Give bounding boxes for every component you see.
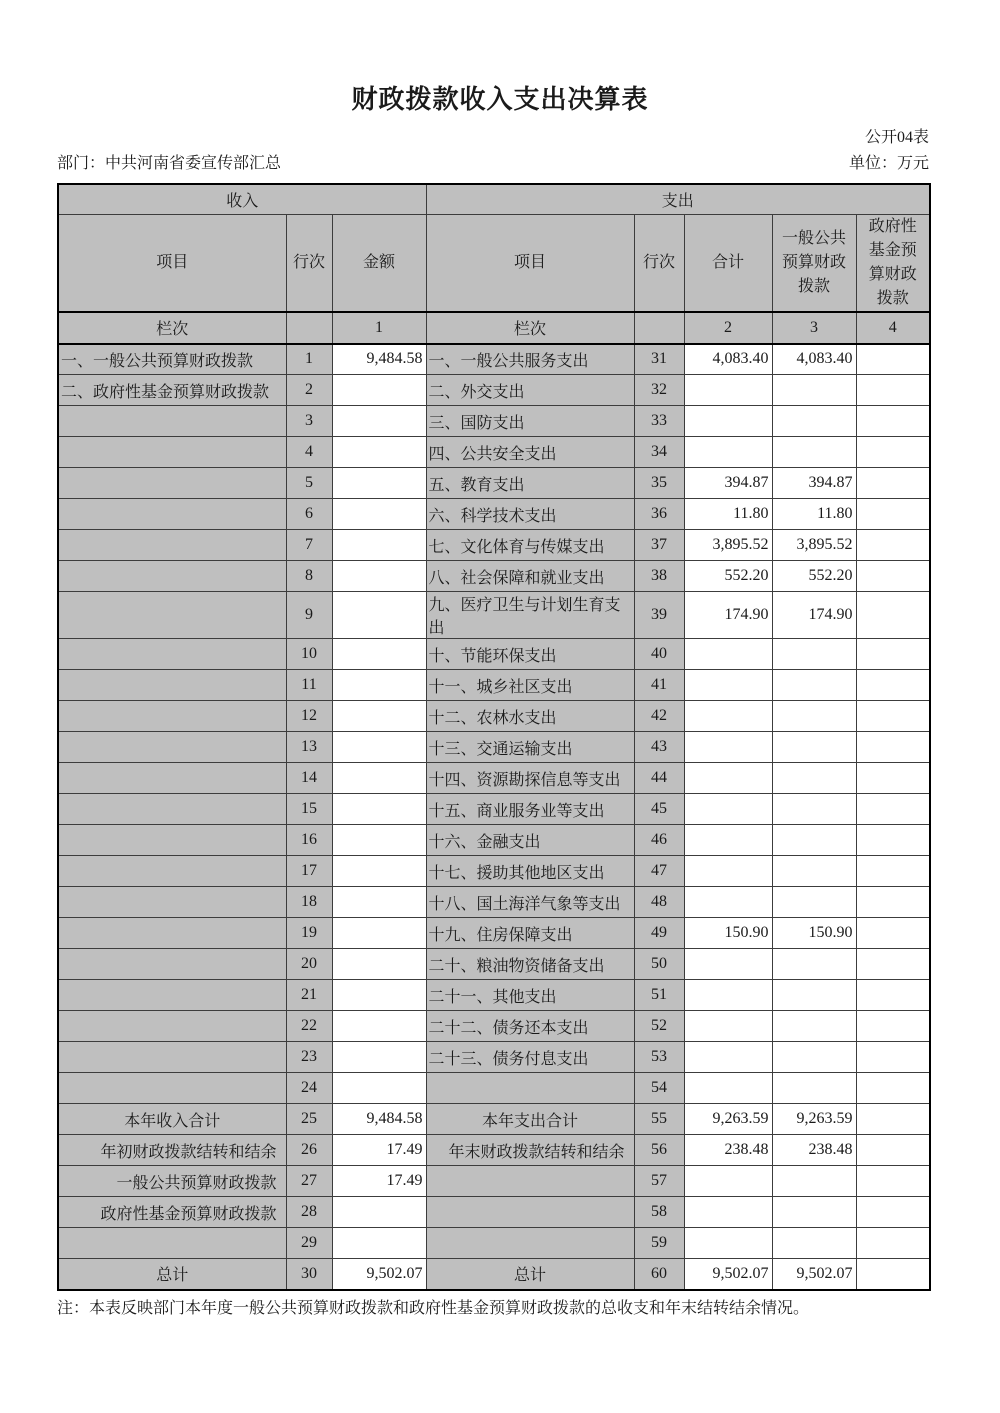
income-amount-cell	[332, 1011, 426, 1042]
expense-total-cell	[684, 639, 772, 670]
expense-general-cell	[772, 763, 856, 794]
expense-line-cell: 41	[634, 670, 684, 701]
expense-colindex-label: 栏次	[426, 312, 634, 344]
table-row	[58, 1011, 930, 1042]
expense-fund-cell	[856, 670, 930, 701]
income-line-cell: 27	[286, 1166, 332, 1197]
expense-item-cell	[426, 1166, 634, 1197]
income-amount-cell	[332, 530, 426, 561]
expense-fund-cell	[856, 1042, 930, 1073]
expense-line-cell: 45	[634, 794, 684, 825]
income-line-cell: 8	[286, 561, 332, 592]
table-row	[58, 468, 930, 499]
income-item-cell	[58, 701, 286, 732]
income-line-no-header: 行次	[286, 214, 332, 312]
expense-item-cell: 十二、农林水支出	[426, 701, 634, 732]
income-line-cell: 13	[286, 732, 332, 763]
table-row	[58, 763, 930, 794]
expense-total-cell	[684, 670, 772, 701]
expense-total-cell: 174.90	[684, 592, 772, 639]
income-item-cell: 一、一般公共预算财政拨款	[58, 344, 286, 375]
income-amount-cell	[332, 1042, 426, 1073]
expense-general-cell	[772, 1166, 856, 1197]
expense-item-cell: 十八、国土海洋气象等支出	[426, 887, 634, 918]
expense-line-cell: 57	[634, 1166, 684, 1197]
expense-item-cell: 三、国防支出	[426, 406, 634, 437]
income-line-cell: 19	[286, 918, 332, 949]
expense-line-cell: 36	[634, 499, 684, 530]
expense-general-cell	[772, 856, 856, 887]
income-item-cell	[58, 530, 286, 561]
general-budget-colindex: 3	[772, 312, 856, 344]
income-amount-cell	[332, 406, 426, 437]
table-row	[58, 1197, 930, 1228]
expense-item-cell: 十七、援助其他地区支出	[426, 856, 634, 887]
expense-item-cell: 十、节能环保支出	[426, 639, 634, 670]
income-amount-cell: 17.49	[332, 1135, 426, 1166]
income-item-cell	[58, 468, 286, 499]
income-amount-colindex: 1	[332, 312, 426, 344]
table-row	[58, 437, 930, 468]
expense-line-cell: 59	[634, 1228, 684, 1259]
expense-fund-cell	[856, 639, 930, 670]
income-item-cell	[58, 499, 286, 530]
income-amount-cell	[332, 732, 426, 763]
expense-general-cell: 9,502.07	[772, 1259, 856, 1290]
expense-item-cell: 二、外交支出	[426, 375, 634, 406]
expense-item-cell: 总计	[426, 1259, 634, 1290]
expense-line-cell: 42	[634, 701, 684, 732]
expense-fund-cell	[856, 1135, 930, 1166]
expense-fund-cell	[856, 499, 930, 530]
expense-total-cell	[684, 856, 772, 887]
expense-line-cell: 33	[634, 406, 684, 437]
income-line-cell: 22	[286, 1011, 332, 1042]
expense-general-cell	[772, 949, 856, 980]
income-line-cell: 9	[286, 592, 332, 639]
income-item-header: 项目	[58, 214, 286, 312]
income-line-cell: 11	[286, 670, 332, 701]
table-row	[58, 1135, 930, 1166]
income-item-cell	[58, 437, 286, 468]
expense-item-cell: 二十一、其他支出	[426, 980, 634, 1011]
expense-item-cell: 二十、粮油物资储备支出	[426, 949, 634, 980]
income-line-cell: 7	[286, 530, 332, 561]
expense-line-cell: 58	[634, 1197, 684, 1228]
income-item-cell	[58, 856, 286, 887]
expense-line-cell: 54	[634, 1073, 684, 1104]
expense-item-cell: 十六、金融支出	[426, 825, 634, 856]
expense-general-cell	[772, 1011, 856, 1042]
table-row	[58, 701, 930, 732]
income-section-header: 收入	[58, 184, 426, 214]
expense-total-cell: 238.48	[684, 1135, 772, 1166]
expense-total-cell	[684, 375, 772, 406]
column-header-row	[58, 214, 930, 312]
expense-item-cell	[426, 1228, 634, 1259]
expense-general-cell: 3,895.52	[772, 530, 856, 561]
income-amount-cell	[332, 763, 426, 794]
expense-fund-cell	[856, 530, 930, 561]
income-line-cell: 28	[286, 1197, 332, 1228]
income-item-cell	[58, 918, 286, 949]
expense-total-cell	[684, 1073, 772, 1104]
income-amount-cell	[332, 1197, 426, 1228]
table-row	[58, 406, 930, 437]
expense-item-cell: 十一、城乡社区支出	[426, 670, 634, 701]
expense-total-cell	[684, 887, 772, 918]
expense-item-cell: 九、医疗卫生与计划生育支出	[426, 592, 634, 639]
expense-total-cell	[684, 825, 772, 856]
expense-fund-cell	[856, 763, 930, 794]
income-item-cell	[58, 561, 286, 592]
expense-total-cell: 552.20	[684, 561, 772, 592]
expense-fund-cell	[856, 980, 930, 1011]
table-body	[58, 344, 930, 1290]
table-row	[58, 1073, 930, 1104]
income-line-colindex	[286, 312, 332, 344]
table-row	[58, 670, 930, 701]
expense-item-cell	[426, 1197, 634, 1228]
expense-item-cell: 十四、资源勘探信息等支出	[426, 763, 634, 794]
expense-line-cell: 38	[634, 561, 684, 592]
income-amount-cell	[332, 639, 426, 670]
income-line-cell: 3	[286, 406, 332, 437]
table-row	[58, 794, 930, 825]
expense-item-cell: 二十二、债务还本支出	[426, 1011, 634, 1042]
income-amount-cell	[332, 918, 426, 949]
expense-item-cell: 一、一般公共服务支出	[426, 344, 634, 375]
expense-general-cell	[772, 825, 856, 856]
income-amount-header: 金额	[332, 214, 426, 312]
expense-total-colindex: 2	[684, 312, 772, 344]
expense-general-cell: 552.20	[772, 561, 856, 592]
fiscal-appropriation-table	[57, 183, 931, 1291]
table-row	[58, 1166, 930, 1197]
expense-line-cell: 47	[634, 856, 684, 887]
expense-section-header: 支出	[426, 184, 930, 214]
expense-item-cell: 本年支出合计	[426, 1104, 634, 1135]
expense-total-cell: 9,263.59	[684, 1104, 772, 1135]
table-row	[58, 1104, 930, 1135]
table-row	[58, 856, 930, 887]
expense-fund-cell	[856, 794, 930, 825]
expense-total-cell: 394.87	[684, 468, 772, 499]
income-line-cell: 15	[286, 794, 332, 825]
expense-general-cell: 11.80	[772, 499, 856, 530]
expense-general-cell	[772, 437, 856, 468]
expense-total-cell: 3,895.52	[684, 530, 772, 561]
table-code: 公开04表	[864, 129, 929, 146]
footnote: 注：本表反映部门本年度一般公共预算财政拨款和政府性基金预算财政拨款的总收支和年末结转结余情况。	[57, 1299, 810, 1317]
expense-general-cell	[772, 701, 856, 732]
table-row	[58, 825, 930, 856]
income-item-cell	[58, 794, 286, 825]
income-line-cell: 21	[286, 980, 332, 1011]
income-line-cell: 14	[286, 763, 332, 794]
unit-label: 单位：万元	[848, 155, 929, 172]
general-budget-header: 一般公共预算财政拨款	[772, 214, 856, 312]
income-item-cell: 年初财政拨款结转和结余	[58, 1135, 286, 1166]
expense-line-cell: 52	[634, 1011, 684, 1042]
section-header-row	[58, 184, 930, 214]
income-amount-cell: 9,484.58	[332, 344, 426, 375]
income-amount-cell	[332, 670, 426, 701]
expense-line-cell: 32	[634, 375, 684, 406]
table-row	[58, 732, 930, 763]
income-amount-cell	[332, 887, 426, 918]
table-row	[58, 1228, 930, 1259]
table-row	[58, 1259, 930, 1290]
table-row	[58, 344, 930, 375]
income-amount-cell: 9,484.58	[332, 1104, 426, 1135]
income-item-cell	[58, 639, 286, 670]
expense-total-cell	[684, 406, 772, 437]
income-item-cell	[58, 825, 286, 856]
expense-general-cell	[772, 1073, 856, 1104]
expense-fund-cell	[856, 1011, 930, 1042]
expense-line-cell: 51	[634, 980, 684, 1011]
income-line-cell: 26	[286, 1135, 332, 1166]
table-row	[58, 980, 930, 1011]
expense-fund-cell	[856, 406, 930, 437]
expense-general-cell	[772, 794, 856, 825]
income-amount-cell	[332, 375, 426, 406]
expense-fund-cell	[856, 887, 930, 918]
income-line-cell: 30	[286, 1259, 332, 1290]
expense-fund-cell	[856, 1104, 930, 1135]
income-item-cell	[58, 592, 286, 639]
expense-total-cell	[684, 1042, 772, 1073]
income-line-cell: 24	[286, 1073, 332, 1104]
income-item-cell: 本年收入合计	[58, 1104, 286, 1135]
income-item-cell: 二、政府性基金预算财政拨款	[58, 375, 286, 406]
expense-general-cell	[772, 887, 856, 918]
income-amount-cell: 9,502.07	[332, 1259, 426, 1290]
expense-total-cell: 4,083.40	[684, 344, 772, 375]
income-item-cell	[58, 406, 286, 437]
income-amount-cell	[332, 499, 426, 530]
expense-total-header: 合计	[684, 214, 772, 312]
income-line-cell: 4	[286, 437, 332, 468]
expense-line-colindex	[634, 312, 684, 344]
expense-general-cell	[772, 1197, 856, 1228]
income-line-cell: 10	[286, 639, 332, 670]
income-line-cell: 12	[286, 701, 332, 732]
expense-fund-cell	[856, 437, 930, 468]
income-item-cell: 一般公共预算财政拨款	[58, 1166, 286, 1197]
expense-fund-cell	[856, 344, 930, 375]
expense-fund-cell	[856, 592, 930, 639]
income-item-cell	[58, 732, 286, 763]
income-amount-cell	[332, 1228, 426, 1259]
table-row	[58, 561, 930, 592]
expense-fund-cell	[856, 825, 930, 856]
table-row	[58, 639, 930, 670]
table-row	[58, 375, 930, 406]
income-item-cell	[58, 980, 286, 1011]
expense-general-cell: 394.87	[772, 468, 856, 499]
expense-general-cell	[772, 375, 856, 406]
expense-line-cell: 31	[634, 344, 684, 375]
expense-general-cell: 174.90	[772, 592, 856, 639]
expense-line-cell: 46	[634, 825, 684, 856]
expense-item-cell: 十九、住房保障支出	[426, 918, 634, 949]
expense-line-cell: 44	[634, 763, 684, 794]
expense-general-cell	[772, 406, 856, 437]
expense-general-cell: 4,083.40	[772, 344, 856, 375]
income-line-cell: 17	[286, 856, 332, 887]
table-row	[58, 918, 930, 949]
income-amount-cell	[332, 856, 426, 887]
expense-general-cell: 150.90	[772, 918, 856, 949]
table-row	[58, 530, 930, 561]
expense-fund-cell	[856, 468, 930, 499]
expense-total-cell	[684, 980, 772, 1011]
expense-line-cell: 43	[634, 732, 684, 763]
income-line-cell: 16	[286, 825, 332, 856]
expense-item-cell: 八、社会保障和就业支出	[426, 561, 634, 592]
income-item-cell	[58, 1228, 286, 1259]
table-row	[58, 1042, 930, 1073]
income-amount-cell: 17.49	[332, 1166, 426, 1197]
gov-fund-header: 政府性基金预算财政拨款	[856, 214, 930, 312]
expense-general-cell	[772, 732, 856, 763]
expense-line-cell: 49	[634, 918, 684, 949]
income-item-cell	[58, 887, 286, 918]
expense-general-cell: 238.48	[772, 1135, 856, 1166]
income-item-cell	[58, 763, 286, 794]
income-amount-cell	[332, 949, 426, 980]
expense-line-cell: 34	[634, 437, 684, 468]
income-item-cell: 总计	[58, 1259, 286, 1290]
expense-item-cell: 年末财政拨款结转和结余	[426, 1135, 634, 1166]
income-line-cell: 25	[286, 1104, 332, 1135]
expense-general-cell	[772, 980, 856, 1011]
expense-line-cell: 48	[634, 887, 684, 918]
income-amount-cell	[332, 1073, 426, 1104]
expense-line-no-header: 行次	[634, 214, 684, 312]
expense-total-cell	[684, 1011, 772, 1042]
expense-general-cell	[772, 670, 856, 701]
expense-total-cell: 150.90	[684, 918, 772, 949]
income-item-cell	[58, 949, 286, 980]
expense-total-cell	[684, 949, 772, 980]
expense-total-cell	[684, 732, 772, 763]
expense-item-cell: 二十三、债务付息支出	[426, 1042, 634, 1073]
expense-total-cell	[684, 1197, 772, 1228]
expense-fund-cell	[856, 918, 930, 949]
expense-fund-cell	[856, 732, 930, 763]
table-row	[58, 887, 930, 918]
income-amount-cell	[332, 561, 426, 592]
expense-total-cell: 11.80	[684, 499, 772, 530]
income-line-cell: 23	[286, 1042, 332, 1073]
page-title: 财政拨款收入支出决算表	[351, 85, 649, 114]
expense-fund-cell	[856, 1228, 930, 1259]
income-item-cell	[58, 1011, 286, 1042]
expense-item-cell	[426, 1073, 634, 1104]
expense-line-cell: 39	[634, 592, 684, 639]
expense-line-cell: 35	[634, 468, 684, 499]
expense-line-cell: 55	[634, 1104, 684, 1135]
table-row	[58, 499, 930, 530]
expense-total-cell	[684, 437, 772, 468]
income-item-cell	[58, 670, 286, 701]
expense-total-cell: 9,502.07	[684, 1259, 772, 1290]
expense-fund-cell	[856, 561, 930, 592]
expense-line-cell: 60	[634, 1259, 684, 1290]
expense-general-cell	[772, 1228, 856, 1259]
column-index-row	[58, 312, 930, 344]
department-label: 部门：中共河南省委宣传部汇总	[57, 155, 282, 172]
income-amount-cell	[332, 592, 426, 639]
expense-fund-cell	[856, 856, 930, 887]
income-amount-cell	[332, 980, 426, 1011]
expense-general-cell	[772, 639, 856, 670]
expense-fund-cell	[856, 1073, 930, 1104]
income-item-cell	[58, 1073, 286, 1104]
income-amount-cell	[332, 701, 426, 732]
expense-total-cell	[684, 794, 772, 825]
expense-item-header: 项目	[426, 214, 634, 312]
expense-general-cell	[772, 1042, 856, 1073]
income-amount-cell	[332, 437, 426, 468]
expense-line-cell: 56	[634, 1135, 684, 1166]
expense-total-cell	[684, 763, 772, 794]
expense-line-cell: 37	[634, 530, 684, 561]
income-line-cell: 5	[286, 468, 332, 499]
expense-item-cell: 六、科学技术支出	[426, 499, 634, 530]
income-item-cell: 政府性基金预算财政拨款	[58, 1197, 286, 1228]
income-line-cell: 18	[286, 887, 332, 918]
expense-fund-cell	[856, 1166, 930, 1197]
expense-item-cell: 七、文化体育与传媒支出	[426, 530, 634, 561]
table-row	[58, 949, 930, 980]
expense-fund-cell	[856, 1197, 930, 1228]
table-row	[58, 592, 930, 639]
income-line-cell: 2	[286, 375, 332, 406]
income-colindex-label: 栏次	[58, 312, 286, 344]
expense-item-cell: 十三、交通运输支出	[426, 732, 634, 763]
expense-total-cell	[684, 1166, 772, 1197]
income-item-cell	[58, 1042, 286, 1073]
expense-total-cell	[684, 1228, 772, 1259]
income-line-cell: 1	[286, 344, 332, 375]
income-amount-cell	[332, 825, 426, 856]
income-amount-cell	[332, 468, 426, 499]
expense-general-cell: 9,263.59	[772, 1104, 856, 1135]
income-line-cell: 20	[286, 949, 332, 980]
expense-fund-cell	[856, 375, 930, 406]
expense-item-cell: 四、公共安全支出	[426, 437, 634, 468]
expense-line-cell: 50	[634, 949, 684, 980]
expense-fund-cell	[856, 701, 930, 732]
income-line-cell: 29	[286, 1228, 332, 1259]
expense-fund-cell	[856, 1259, 930, 1290]
expense-item-cell: 五、教育支出	[426, 468, 634, 499]
gov-fund-colindex: 4	[856, 312, 930, 344]
expense-line-cell: 40	[634, 639, 684, 670]
income-line-cell: 6	[286, 499, 332, 530]
expense-item-cell: 十五、商业服务业等支出	[426, 794, 634, 825]
expense-total-cell	[684, 701, 772, 732]
expense-line-cell: 53	[634, 1042, 684, 1073]
expense-fund-cell	[856, 949, 930, 980]
income-amount-cell	[332, 794, 426, 825]
